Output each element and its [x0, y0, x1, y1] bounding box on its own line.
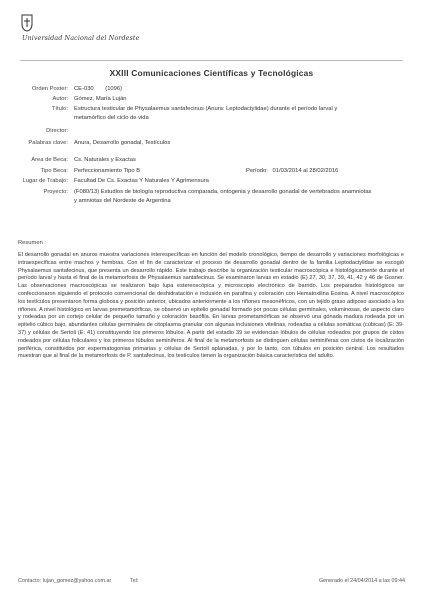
lugar-trabajo-value: Facultad De Cs. Exactas Y Naturales Y Agrimensura — [74, 178, 209, 184]
area-beca-label: Área de Beca: — [31, 157, 68, 163]
footer-contact: Contacto: lujan_gomez@yahoo.com.ar — [18, 578, 112, 584]
periodo-label: Período: — [246, 168, 268, 174]
titulo-value: Estructura testicular de Physalaemus santafecinus (Anura: Leptodactylidae) durante el período larval y metamórfico del ciclo de vida — [74, 106, 338, 121]
director-label: Director: — [46, 128, 68, 134]
page-title: XXIII Comunicaciones Científicas y Tecnológicas — [109, 68, 314, 78]
header-divider — [20, 60, 403, 61]
university-crest-icon — [20, 14, 34, 32]
tipo-beca-label: Tipo Beca: — [40, 168, 68, 174]
orden-poster-label: Orden Poster: — [31, 86, 68, 92]
footer-tel: Tel: — [130, 578, 139, 584]
autor-label: Autor: — [52, 96, 68, 102]
university-name: Universidad Nacional del Nordeste — [22, 34, 140, 42]
palabras-clave-label: Palabras clave: — [28, 140, 68, 146]
proyecto-value: (F080/13) Estudios de biología reproductiva comparada, ontogenia y desarrollo gonadal de vertebrados anamniotas y amniotas del Nordeste de Argentina — [74, 189, 372, 204]
university-logo — [20, 14, 140, 54]
proyecto-label: Proyecto: — [43, 189, 68, 195]
lugar-trabajo-label: Lugar de Trabajo: — [22, 178, 68, 184]
periodo-field — [246, 168, 338, 174]
periodo-value: 01/03/2014 al 28/02/2016 — [272, 168, 339, 174]
titulo-label: Título: — [51, 106, 68, 112]
orden-poster-number: (1096) — [105, 86, 123, 92]
area-beca-value: Cs. Naturales y Exactas — [74, 157, 136, 163]
tipo-beca-value: Perfeccionamiento Tipo B — [74, 168, 141, 174]
palabras-clave-value: Anura, Desarrollo gonadal, Testículos — [74, 140, 171, 146]
orden-poster-value — [74, 86, 122, 92]
footer-generated: Generado el 24/04/2014 a las 09:44 — [318, 578, 405, 584]
orden-poster-code: CE-030 — [74, 86, 94, 92]
autor-value: Gómez, María Luján — [74, 96, 127, 102]
resumen-text: El desarrollo gonadal en anuros muestra variaciones interespecíficas en función del modelo cronológico, tiempo de desarrollo y variaciones morfológicas e intraespecíficas entre machos y hembras. Con el fin de caracterizar el proceso de desarrollo gonadal dentro de la familia Leptodactylidae se escogió Physalaemus santafecinus, que presenta un desarrollo rápido. Este trabajo describe la organización testicular macroscópica e histológicamente durante el período larval y hasta el final de la metamorfosis de Physalaemus santafecinus. Se examinaron larvas en estadio (E) 27, 30, 37, 39, 41, 42 y 46 de Gosner. Las observaciones macroscópicas se realizaron bajo lupa estereoscópica y microscopio electrónico de barrido. Los preparados histológicos se confeccionaron siguiendo el protocolo convencional de deshidratación e inclusión en parafina y coloración con Hematoxilina Eosina. A nivel macroscópico los testículos presentaron forma globosa y posición anterior, ubicados anteriormente a los riñones mesonéfricos, con un tejido graso adiposo asociado a los riñones. A nivel histológico en larvas premetamórficas, se observó un epitelio gonadal formado por pocas células germinales, voluminosas, de aspecto claro y rodeadas por un cortejo celular de pequeño tamaño y coloración basófila. En larvas prometamórficas se observó una gónada madura rodeada por un epitelio cúbico bajo, abundantes células germinales de citoplasma granular con algunas inclusiones vitelinas, rodeadas a células somáticas (cúbicas) (E: 39-37) y células de Sertoli (E: 41) constituyendo los primeros lóbulos. A partir del estadio 39 se evidencian lóbulos de células rodeados por grupos de cistos rodeados por células foliculares y los primeros túbulos seminíferos. Al final de la metamorfosis se distinguen células seminíferas con cistos de localización periférica, constituidos por espermatogonias primarias y células de Sertoli aplanadas, y por lo tanto, con túbulos en posición central. Los resultados muestran que al final de la metamorfosis de P. santafecinus, los testículos tienen la organización básica característica del adulto. — [18, 252, 404, 360]
resumen-label: Resumen : — [18, 240, 47, 246]
